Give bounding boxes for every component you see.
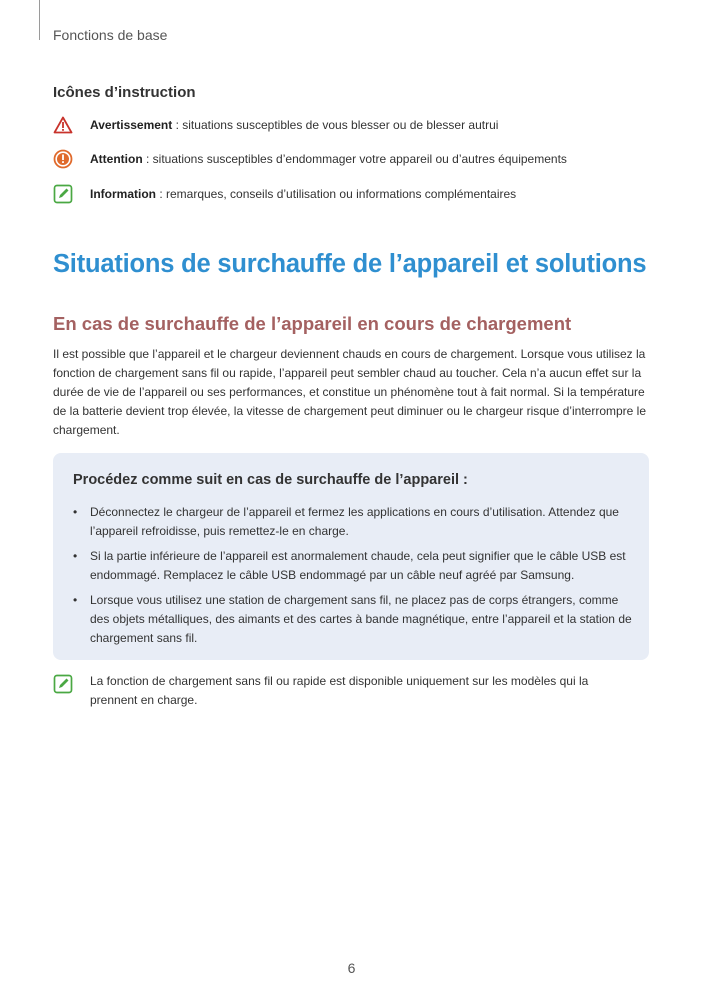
instruction-caution-label: Attention: [90, 152, 143, 166]
warning-triangle-icon: [53, 115, 73, 135]
tip-item-text: Lorsque vous utilisez une station de chargement sans fil, ne placez pas de corps étrangers, comme des objets métalliques, des aimants et des cartes à bande magnétique, entre l’appareil et la station de chargement sans fil.: [90, 593, 632, 645]
instruction-warning-desc: : situations susceptibles de vous blesser ou de blesser autrui: [172, 118, 499, 132]
tip-list-item: [73, 547, 635, 585]
page-edge-line: [39, 0, 40, 40]
tip-list: [73, 503, 635, 654]
body-paragraph: Il est possible que l’appareil et le chargeur deviennent chauds en cours de chargement. Lorsque vous utilisez la fonction de chargement sans fil ou rapide, l’appareil peut sembler chaud au toucher. Cela n’a aucun effet sur la durée de vie de l’appareil ou ses performances, et constitue un phénomène tout à fait normal. Si la température de la batterie devient trop élevée, la vitesse de chargement peut diminuer ou le chargeur risque d’interrompre le chargement.: [53, 347, 647, 438]
instruction-info-row: [53, 184, 516, 204]
running-header: Fonctions de base: [53, 27, 168, 43]
instruction-warning-text: [90, 118, 498, 132]
tip-list-item: [73, 591, 635, 648]
instruction-caution-row: [53, 149, 567, 169]
instruction-info-text: [90, 187, 516, 201]
instruction-warning-row: [53, 115, 498, 135]
bullet: •: [73, 593, 78, 607]
bullet: •: [73, 549, 78, 563]
info-note: [53, 672, 630, 710]
page-number: 6: [347, 960, 356, 976]
instruction-icons-heading: Icônes d’instruction: [53, 84, 196, 101]
section-title: Situations de surchauffe de l’appareil et solutions: [53, 250, 647, 278]
instruction-caution-desc: : situations susceptibles d’endommager votre appareil ou d’autres équipements: [142, 152, 567, 166]
subsection-title: En cas de surchauffe de l’appareil en cours de chargement: [53, 313, 572, 334]
instruction-info-desc: : remarques, conseils d’utilisation ou informations complémentaires: [156, 187, 517, 201]
tip-item-text: Si la partie inférieure de l’appareil est anormalement chaude, cela peut signifier que le câble USB est endommagé. Remplacez le câble USB endommagé par un câble neuf agréé par Samsung.: [90, 549, 626, 582]
instruction-warning-label: Avertissement: [90, 118, 173, 132]
caution-circle-icon: [53, 149, 73, 169]
tip-list-item: [73, 503, 635, 541]
instruction-info-label: Information: [90, 187, 156, 201]
tip-box-title: Procédez comme suit en cas de surchauffe de l’appareil :: [73, 472, 468, 488]
note-pencil-icon: [53, 184, 73, 204]
note-pencil-icon: [53, 674, 73, 694]
instruction-caution-text: [90, 152, 567, 166]
bullet: •: [73, 505, 78, 519]
tip-box: [53, 453, 649, 660]
tip-item-text: Déconnectez le chargeur de l’appareil et fermez les applications en cours d’utilisation. Attendez que l’appareil refroidisse, puis remettez-le en charge.: [90, 505, 619, 538]
info-note-text: La fonction de chargement sans fil ou rapide est disponible uniquement sur les modèles qui la prennent en charge.: [90, 674, 589, 707]
